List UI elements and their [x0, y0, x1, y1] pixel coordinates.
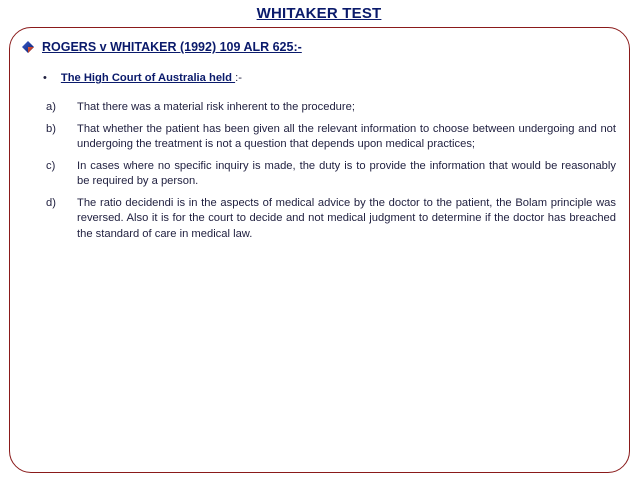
list-item-text: That whether the patient has been given all the relevant information to choose between undergoing and not undergoing the treatment is not a question that depends upon medical practices; — [77, 122, 616, 150]
content-frame — [9, 27, 630, 473]
court-held-line — [43, 72, 242, 84]
court-held-label: The High Court of Australia held — [60, 72, 236, 84]
gradient-square-bullet-icon — [21, 40, 35, 54]
holdings-list — [46, 100, 616, 248]
heading-row — [21, 40, 302, 54]
slide-title: WHITAKER TEST — [256, 5, 382, 22]
case-heading: ROGERS v WHITAKER (1992) 109 ALR 625:- — [42, 40, 302, 54]
sub-bullet: • — [43, 72, 47, 84]
list-item — [46, 122, 616, 153]
list-item-text: The ratio decidendi is in the aspects of medical advice by the doctor to the patient, the Bolam principle was reversed. Also it is for the court to decide and not medical judgment to determine if the doctor has breached the standard of care in medical law. — [77, 196, 616, 240]
list-item — [46, 100, 616, 116]
list-item-marker: b) — [46, 122, 56, 135]
list-item-marker: c) — [46, 159, 56, 172]
list-item-text: That there was a material risk inherent to the procedure; — [77, 101, 355, 113]
list-item — [46, 159, 616, 190]
list-item — [46, 196, 616, 243]
list-item-text: In cases where no specific inquiry is made, the duty is to provide the information that would be reasonably be required by a person. — [77, 159, 616, 187]
list-item-marker: d) — [46, 196, 56, 209]
list-item-marker: a) — [46, 101, 56, 113]
court-held-suffix: :- — [235, 72, 242, 84]
